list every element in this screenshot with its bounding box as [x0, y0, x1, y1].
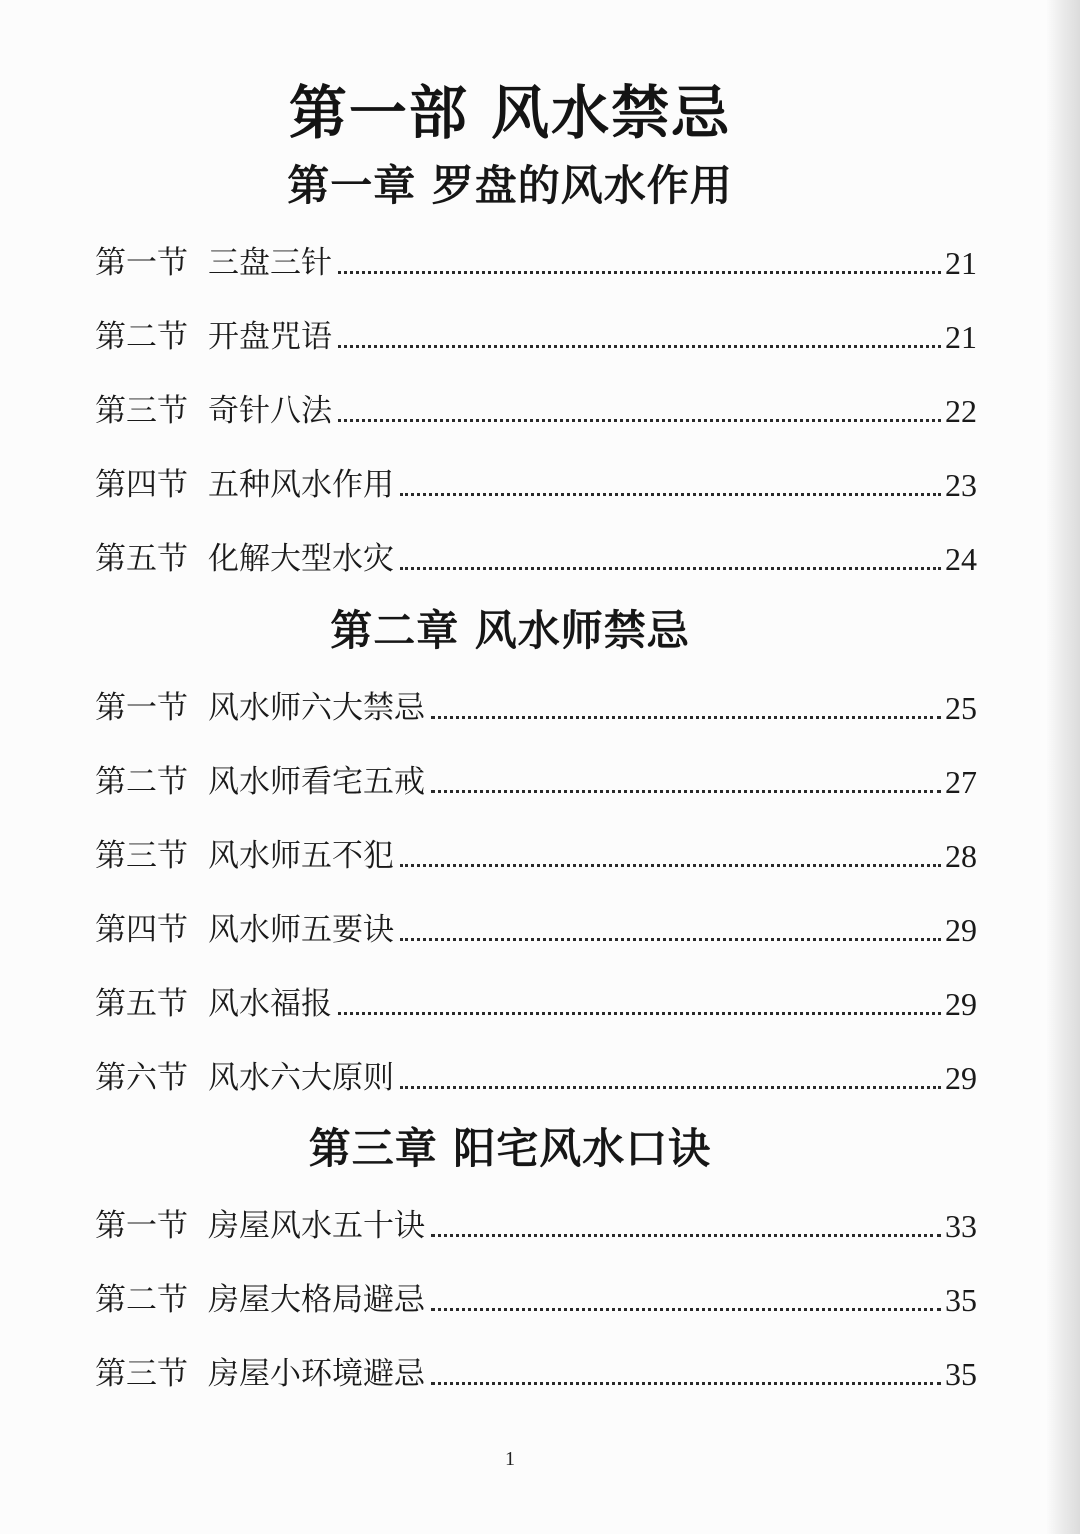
section-title: 三盘三针	[208, 245, 332, 281]
toc-entry[interactable]	[95, 1280, 977, 1320]
section-number: 第一节	[95, 1208, 188, 1244]
chapter-title: 第二章 风水师禁忌	[330, 606, 690, 655]
dot-leader	[400, 1086, 941, 1089]
dot-leader	[400, 938, 941, 941]
page-number: 35	[945, 1282, 977, 1318]
toc-entry[interactable]	[95, 1058, 977, 1098]
section-title: 奇针八法	[208, 393, 332, 429]
page-number: 33	[945, 1208, 977, 1244]
dot-leader	[431, 1308, 941, 1311]
dot-leader	[431, 716, 941, 719]
page-number: 24	[945, 541, 977, 577]
page-number: 21	[945, 319, 977, 355]
toc-entry[interactable]	[95, 910, 977, 950]
page-number: 29	[945, 986, 977, 1022]
section-title: 化解大型水灾	[208, 541, 394, 577]
section-number: 第六节	[95, 1060, 188, 1096]
section-title: 房屋大格局避忌	[208, 1282, 425, 1318]
section-title: 开盘咒语	[208, 319, 332, 355]
page-number: 21	[945, 245, 977, 281]
page-number: 23	[945, 467, 977, 503]
section-number: 第五节	[95, 986, 188, 1022]
section-number: 第二节	[95, 764, 188, 800]
chapter-title: 第三章 阳宅风水口诀	[308, 1124, 712, 1173]
section-title: 房屋小环境避忌	[208, 1356, 425, 1392]
section-title: 风水师五不犯	[208, 838, 394, 874]
toc-entry[interactable]	[95, 688, 977, 728]
page-number: 25	[945, 690, 977, 726]
toc-entry[interactable]	[95, 836, 977, 876]
section-number: 第二节	[95, 319, 188, 355]
section-title: 风水师五要诀	[208, 912, 394, 948]
dot-leader	[338, 1012, 941, 1015]
dot-leader	[431, 1382, 941, 1385]
dot-leader	[338, 419, 941, 422]
dot-leader	[431, 790, 941, 793]
section-number: 第四节	[95, 912, 188, 948]
dot-leader	[431, 1234, 941, 1237]
toc-entry[interactable]	[95, 539, 977, 579]
page-number: 28	[945, 838, 977, 874]
section-number: 第三节	[95, 1356, 188, 1392]
part-title: 第一部 风水禁忌	[288, 79, 732, 147]
dot-leader	[338, 345, 941, 348]
page-number: 29	[945, 1060, 977, 1096]
section-title: 五种风水作用	[208, 467, 394, 503]
page-number: 29	[945, 912, 977, 948]
page-number: 35	[945, 1356, 977, 1392]
toc-entry[interactable]	[95, 317, 977, 357]
toc-entry[interactable]	[95, 243, 977, 283]
toc-entry[interactable]	[95, 1206, 977, 1246]
section-number: 第四节	[95, 467, 188, 503]
section-number: 第五节	[95, 541, 188, 577]
dot-leader	[400, 864, 941, 867]
section-title: 风水师六大禁忌	[208, 690, 425, 726]
page-number: 27	[945, 764, 977, 800]
dot-leader	[338, 271, 941, 274]
page-number: 22	[945, 393, 977, 429]
section-title: 房屋风水五十诀	[208, 1208, 425, 1244]
section-number: 第一节	[95, 690, 188, 726]
dot-leader	[400, 567, 941, 570]
page-edge-shadow	[1046, 0, 1080, 1534]
section-number: 第三节	[95, 393, 188, 429]
section-title: 风水六大原则	[208, 1060, 394, 1096]
toc-entry[interactable]	[95, 465, 977, 505]
section-number: 第一节	[95, 245, 188, 281]
dot-leader	[400, 493, 941, 496]
page-folio: 1	[505, 1448, 515, 1470]
section-number: 第二节	[95, 1282, 188, 1318]
section-title: 风水福报	[208, 986, 332, 1022]
section-title: 风水师看宅五戒	[208, 764, 425, 800]
toc-entry[interactable]	[95, 1354, 977, 1394]
toc-entry[interactable]	[95, 762, 977, 802]
toc-entry[interactable]	[95, 984, 977, 1024]
section-number: 第三节	[95, 838, 188, 874]
chapter-title: 第一章 罗盘的风水作用	[287, 161, 733, 210]
toc-entry[interactable]	[95, 391, 977, 431]
